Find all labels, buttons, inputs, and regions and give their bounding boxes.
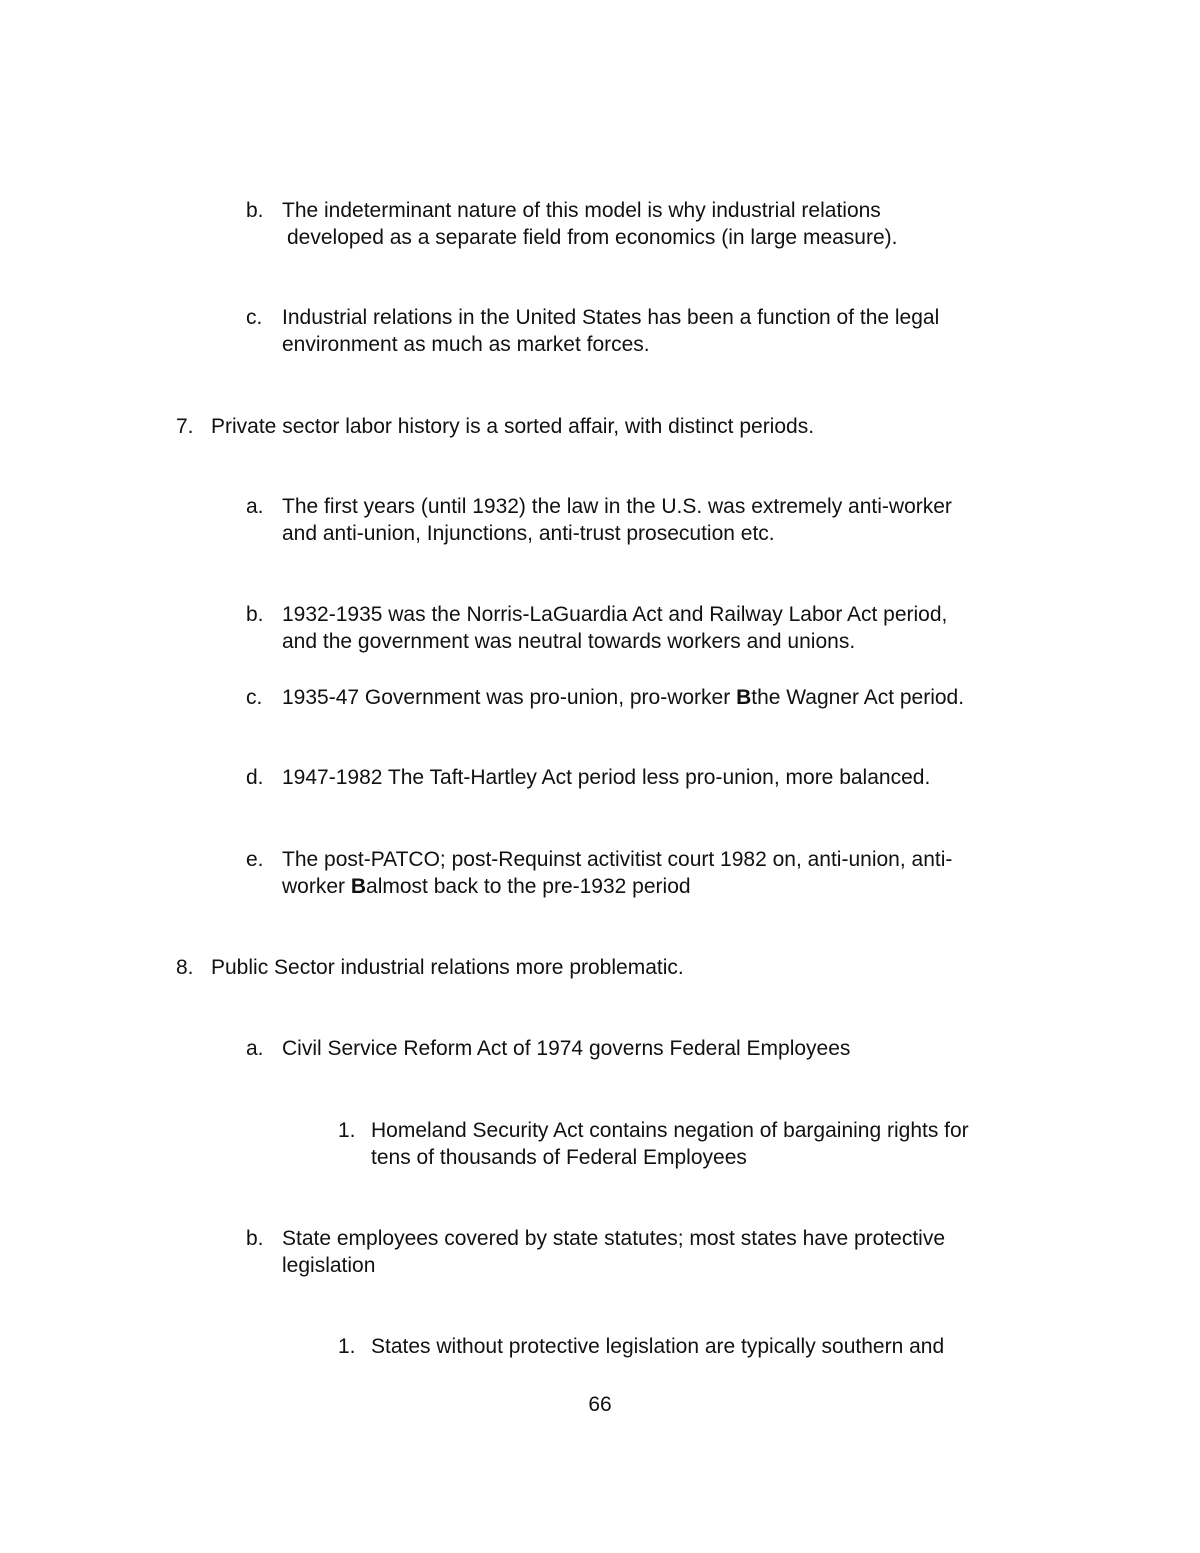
list-marker: c.: [246, 306, 263, 329]
list-item-7e: [246, 846, 1046, 900]
list-item-text-line: developed as a separate field from economics (in large measure).: [287, 226, 898, 249]
list-item-8a-1: [338, 1117, 1058, 1171]
list-marker: d.: [246, 766, 264, 789]
list-marker: e.: [246, 848, 264, 871]
list-item-7b: [246, 601, 1046, 655]
list-marker: c.: [246, 686, 263, 709]
list-item-text-segment: almost back to the pre-1932 period: [366, 875, 691, 898]
list-marker: b.: [246, 603, 264, 626]
list-marker: 1.: [338, 1119, 356, 1142]
list-item-8a: [246, 1035, 1046, 1062]
list-item-7d: [246, 764, 1046, 791]
list-item-text-line: The first years (until 1932) the law in the U.S. was extremely anti-worker: [282, 495, 952, 518]
list-item-text-line: Industrial relations in the United States has been a function of the legal: [282, 306, 940, 329]
list-item-text-line: and anti-union, Injunctions, anti-trust prosecution etc.: [282, 522, 775, 545]
list-item-text-line: 1932-1935 was the Norris-LaGuardia Act and Railway Labor Act period,: [282, 603, 948, 626]
list-marker: 7.: [176, 415, 194, 438]
list-marker: b.: [246, 1227, 264, 1250]
list-item-text-line: tens of thousands of Federal Employees: [371, 1146, 747, 1169]
list-item-8b: [246, 1225, 1046, 1279]
list-item-text-line: States without protective legislation are typically southern and: [371, 1335, 945, 1358]
list-item-text-line: 1947-1982 The Taft-Hartley Act period less pro-union, more balanced.: [282, 766, 931, 789]
list-marker: 8.: [176, 956, 194, 979]
list-item-8b-1: [338, 1333, 1058, 1360]
list-marker: 1.: [338, 1335, 356, 1358]
list-marker: a.: [246, 495, 264, 518]
list-item-text-line: Public Sector industrial relations more problematic.: [211, 956, 684, 979]
list-item-text-line: The indeterminant nature of this model is why industrial relations: [282, 199, 881, 222]
page-number: 66: [588, 1393, 612, 1416]
list-item-6c: [246, 304, 1046, 358]
list-item-text-line: legislation: [282, 1254, 376, 1277]
list-marker: a.: [246, 1037, 264, 1060]
list-item-text-segment: the Wagner Act period.: [751, 686, 965, 709]
list-item-text-line: State employees covered by state statutes; most states have protective: [282, 1227, 946, 1250]
list-item-text-segment: worker: [282, 875, 351, 898]
list-item-8: [176, 954, 976, 981]
list-item-text-line: environment as much as market forces.: [282, 333, 650, 356]
list-item-text-line: The post-PATCO; post-Requinst activitist court 1982 on, anti-union, anti-: [282, 848, 953, 871]
special-glyph: B: [736, 686, 752, 709]
list-item-6b: [246, 197, 1006, 251]
list-item-text-line: and the government was neutral towards workers and unions.: [282, 630, 856, 653]
list-marker: b.: [246, 199, 264, 222]
list-item-7: [176, 413, 976, 440]
list-item-text-segment: 1935-47 Government was pro-union, pro-worker: [282, 686, 737, 709]
list-item-text-line: Private sector labor history is a sorted affair, with distinct periods.: [211, 415, 815, 438]
special-glyph: B: [350, 875, 367, 898]
list-item-text-line: Civil Service Reform Act of 1974 governs Federal Employees: [282, 1037, 851, 1060]
list-item-7a: [246, 493, 1046, 547]
list-item-text-line: Homeland Security Act contains negation of bargaining rights for: [371, 1119, 969, 1142]
list-item-7c: [246, 684, 1076, 711]
